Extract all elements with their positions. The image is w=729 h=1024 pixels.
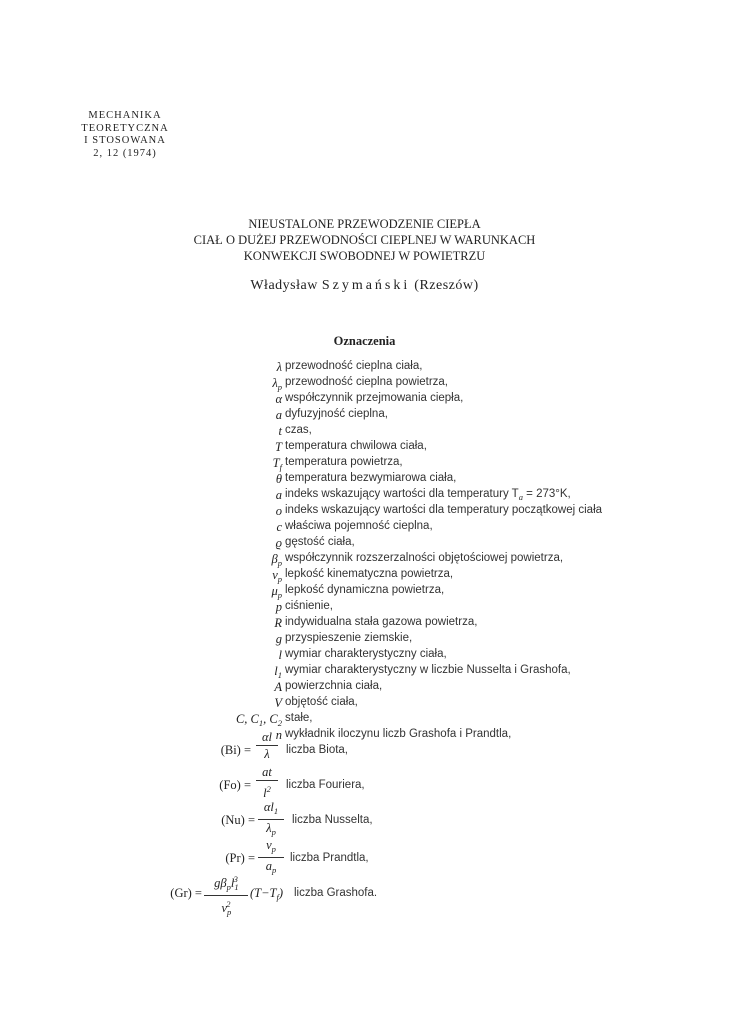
symbol: t — [278, 424, 282, 438]
notation-row — [0, 408, 729, 424]
nusselt-number-row — [0, 800, 729, 840]
number-label: (Bi) = — [220, 743, 251, 757]
notation-row — [0, 696, 729, 712]
notation-row — [0, 552, 729, 568]
symbol: C, $C_1$, $C_2$ — [235, 712, 282, 728]
number-label: (Gr) = — [170, 886, 202, 900]
notation-row — [0, 568, 729, 584]
notation-desc: temperatura bezwymiarowa ciała, — [285, 472, 457, 484]
number-desc: liczba Nusselta, — [292, 814, 373, 826]
notation-desc: gęstość ciała, — [285, 536, 355, 548]
notation-desc: powierzchnia ciała, — [285, 680, 383, 692]
fraction-denominator: $\nu_p^2$ — [221, 899, 232, 917]
journal-line: MECHANIKA — [88, 110, 162, 121]
notation-row — [0, 648, 729, 664]
symbol: A — [274, 680, 282, 694]
symbol: V — [274, 696, 282, 710]
notation-desc: współczynnik przejmowania ciepła, — [285, 392, 464, 404]
notation-row — [0, 360, 729, 376]
notation-desc: ciśnienie, — [285, 600, 333, 612]
symbol: T — [275, 440, 282, 454]
fraction — [258, 800, 284, 839]
symbol: g — [275, 632, 282, 646]
notation-desc: temperatura chwilowa ciała, — [285, 440, 427, 452]
notation-row — [0, 376, 729, 392]
fraction-denominator: $\lambda_p$ — [266, 821, 276, 837]
notation-desc: temperatura powietrza, — [285, 456, 403, 468]
symbol: $\nu_p$ — [272, 568, 282, 584]
title-line: NIEUSTALONE PRZEWODZENIE CIEPŁA — [248, 217, 481, 231]
notation-desc: wymiar charakterystyczny w liczbie Nusselta i Grashofa, — [285, 664, 571, 676]
symbol: a — [275, 408, 282, 422]
temperature-value: = 273°K, — [526, 488, 571, 500]
symbol: $\mu_p$ — [271, 584, 282, 600]
notation-row — [0, 504, 729, 520]
fraction-numerator: $\nu_p$ — [258, 838, 284, 858]
fourier-number-row — [0, 765, 729, 805]
symbol: $T_f$ — [272, 456, 282, 472]
notation-desc: lepkość dynamiczna powietrza, — [285, 584, 445, 596]
notation-row — [0, 712, 729, 728]
number-desc: liczba Biota, — [286, 744, 349, 756]
symbol: a — [275, 488, 282, 502]
notation-row — [0, 488, 729, 504]
notation-row — [0, 440, 729, 456]
symbol: p — [275, 600, 282, 614]
symbol: n — [275, 728, 282, 742]
journal-header — [70, 110, 180, 160]
symbol: ϱ — [275, 536, 282, 550]
notation-desc: indeks wskazujący wartości dla temperatury $T_a = 273^\circ K$, — [285, 488, 571, 502]
number-desc: liczba Fouriera, — [286, 779, 365, 791]
author-last-name: Szymański — [321, 278, 411, 293]
symbol: $l_1$ — [274, 664, 282, 680]
number-label: (Pr) = — [225, 851, 255, 865]
symbol: c — [276, 520, 282, 534]
notation-row — [0, 536, 729, 552]
notation-row — [0, 600, 729, 616]
journal-line: TEORETYCZNA — [81, 122, 169, 134]
fraction-denominator: $l^2$ — [263, 784, 271, 800]
number-desc: liczba Grashofa. — [294, 887, 378, 899]
notation-desc: wykładnik iloczynu liczb Grashofa i Prandtla, — [285, 728, 512, 740]
fraction — [256, 765, 278, 800]
number-label: (Fo) = — [219, 778, 251, 792]
notation-row — [0, 632, 729, 648]
fraction-numerator: $\alpha l_1$ — [258, 800, 284, 820]
notation-desc: stałe, — [285, 712, 313, 724]
fraction — [204, 872, 248, 919]
notation-desc-text: indeks wskazujący wartości dla temperatury T — [285, 488, 519, 500]
symbol: $\lambda_p$ — [272, 376, 282, 392]
fraction-numerator: at — [256, 765, 278, 781]
symbol: $\beta_p$ — [271, 552, 282, 568]
symbol: α — [275, 392, 282, 406]
notation-desc: wymiar charakterystyczny ciała, — [285, 648, 447, 660]
notation-desc: czas, — [285, 424, 312, 436]
notation-row — [0, 584, 729, 600]
number-desc: liczba Prandtla, — [290, 852, 369, 864]
author-affiliation: (Rzeszów) — [414, 278, 479, 293]
journal-issue: 2, 12 (1974) — [93, 147, 157, 159]
notation-desc: dyfuzyjność cieplna, — [285, 408, 388, 420]
fraction-numerator: $g\beta_pl_1^3$ — [204, 872, 248, 896]
fraction-numerator: αl — [256, 730, 278, 746]
symbol: θ — [275, 472, 282, 486]
notation-desc: indeks wskazujący wartości dla temperatury początkowej ciała — [285, 504, 603, 516]
notation-desc: przewodność cieplna powietrza, — [285, 376, 449, 388]
notation-row — [0, 616, 729, 632]
journal-line: I STOSOWANA — [84, 135, 166, 146]
author-first-name: Władysław — [250, 278, 318, 293]
temperature-difference: $(T-T_f)$ — [250, 886, 284, 902]
notation-desc: przewodność cieplna ciała, — [285, 360, 423, 372]
notation-desc: przyspieszenie ziemskie, — [285, 632, 413, 644]
notation-row — [0, 392, 729, 408]
paper-title — [0, 216, 729, 264]
notation-row — [0, 456, 729, 472]
symbol: R — [274, 616, 282, 630]
symbol: o — [275, 504, 282, 518]
title-line: CIAŁ O DUŻEJ PRZEWODNOŚCI CIEPLNEJ W WARUNKACH — [193, 233, 536, 247]
notation-desc: współczynnik rozszerzalności objętościowej powietrza, — [285, 552, 564, 564]
fraction-denominator: λ — [264, 747, 270, 761]
symbol: λ — [276, 360, 282, 374]
notation-row — [0, 424, 729, 440]
number-label: (Nu) = — [221, 813, 255, 827]
notation-desc: właściwa pojemność cieplna, — [285, 520, 433, 532]
notation-row — [0, 664, 729, 680]
notation-desc: objętość ciała, — [285, 696, 358, 708]
fraction — [256, 730, 278, 761]
notation-row — [0, 680, 729, 696]
fraction-denominator: $a_p$ — [265, 859, 277, 875]
notation-row — [0, 520, 729, 536]
author-line — [0, 278, 729, 294]
symbol: l — [278, 648, 282, 662]
section-heading: Oznaczenia — [333, 334, 396, 348]
grashof-number-row — [0, 872, 729, 916]
biot-number-row — [0, 730, 729, 770]
title-line: KONWEKCJI SWOBODNEJ W POWIETRZU — [243, 249, 486, 263]
notation-desc: lepkość kinematyczna powietrza, — [285, 568, 454, 580]
notation-row — [0, 472, 729, 488]
notation-desc: indywidualna stała gazowa powietrza, — [285, 616, 478, 628]
